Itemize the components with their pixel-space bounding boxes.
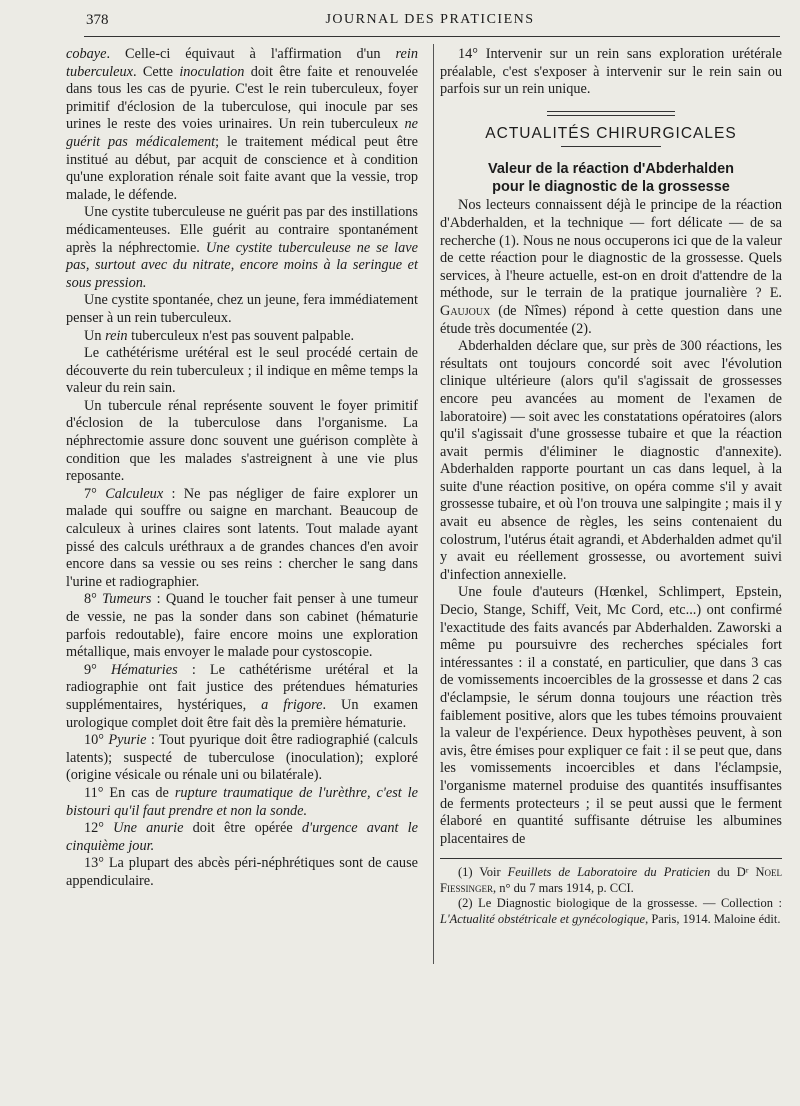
- text-run: Abderhalden déclare que, sur près de 300 réactions, les résultats ont toujours concordé soit avec l'évolution clinique ultérieure (alors qu'il s'agissait de grossesses encore peu avancées au moment de l'examen de laboratoire) — soit avec les constatations opératoires (alors qu'il s'agissait d'une grossesse tubaire et que la réaction avait permis d'éliminer le diagnostic d'annexite). Abderhalden rapporte pourtant un cas dans lequel, à la suite d'une réaction positive, on opéra comme s'il y avait grossesse tubaire, et où l'on trouva une salpingite ; mais il y avait eu absence de règles, les seins contenaient du colostrum, l'utérus était agrandi, et Abderhalden admet qu'il y avait eu réellement grossesse, ou avortement suivi d'infection annexielle.: [440, 338, 782, 583]
- paragraph: [66, 328, 418, 346]
- text-run: 10°: [84, 732, 109, 749]
- italic-text: Pyurie: [108, 732, 147, 749]
- text-run: 7°: [84, 485, 106, 502]
- paragraph: [440, 338, 782, 584]
- text-run: : Quand le toucher fait penser à une tumeur de vessie, ne pas la sonder dans son cabinet (hématurie parfois redoutable), faire encore moins une exploration métallique, mais envoyer le malade pour cystoscopie.: [66, 591, 418, 661]
- italic-text: L'Actualité obstétricale et gynécologique: [440, 911, 646, 926]
- text-run: Une cystite spontanée, chez un jeune, fera immédiatement penser à un rein tuberculeux.: [66, 292, 418, 326]
- italic-text: rupture traumatique de l'urèthre, c'est le bistouri qu'il faut prendre et non la sonde.: [66, 784, 418, 819]
- page-number: 378: [86, 12, 109, 28]
- article-title-line-2: pour le diagnostic de la grossesse: [492, 178, 730, 195]
- italic-text: a frigore: [261, 696, 323, 713]
- text-run: . Celle-ci équivaut à l'affirmation d'un: [106, 46, 396, 62]
- text-run: doit être faite et renouvelée dans tous les cas de pyurie. C'est le rein tuberculeux, foyer primitif d'éclosion de la tuberculose, qui inocule par ses urines le reste des voies urinaires. Un rein tuberculeux: [66, 63, 418, 133]
- italic-text: ne guérit pas médicalement: [66, 116, 418, 150]
- text-run: : Le cathétérisme urétéral et la radiographie ont fait justice des prétendues hématuries supplémentaires, hystériques,: [66, 661, 418, 713]
- text-run: 13° La plupart des abcès péri-néphrétiques sont de cause appendiculaire.: [66, 855, 418, 889]
- paragraph: [66, 591, 418, 661]
- paragraph: [66, 292, 418, 327]
- page-header: [80, 12, 780, 38]
- paragraph: [66, 662, 418, 732]
- italic-text: Feuillets de Laboratoire du Praticien: [507, 865, 711, 880]
- small-caps-text: Gaujoux: [440, 302, 491, 319]
- text-run: , n° du 7 mars 1914, p. CCI.: [492, 880, 634, 895]
- text-run: ; le traitement médical peut être institué au début, par acquit de conscience et à condition qu'une exploration rénale soit faite avant que la vessie, trop malade, le défende.: [66, 133, 418, 203]
- italic-text: d'urgence avant le cinquième jour.: [66, 820, 418, 854]
- section-header: [440, 111, 782, 148]
- paragraph: [66, 486, 418, 592]
- text-run: , Paris, 1914. Maloine édit.: [645, 911, 781, 926]
- left-column-paragraphs: [66, 46, 418, 891]
- italic-text: cobaye: [66, 46, 107, 62]
- text-run: 12°: [84, 820, 114, 837]
- paragraph: [440, 584, 782, 848]
- paragraph: [440, 197, 782, 338]
- paragraph: [66, 732, 418, 785]
- footnote-rule: [440, 858, 782, 859]
- running-title: JOURNAL DES PRATICIENS: [325, 12, 535, 27]
- text-run: 9°: [84, 661, 111, 678]
- article-title: [440, 161, 782, 196]
- small-caps-text: Noel Fiessinger: [440, 865, 783, 895]
- paragraph: [440, 46, 782, 99]
- text-run: du Dʳ: [710, 865, 756, 880]
- italic-text: inoculation: [179, 63, 245, 80]
- text-run: doit être opérée: [183, 820, 302, 837]
- text-run: Un tubercule rénal représente souvent le foyer primitif d'éclosion de la tuberculose dans l'organisme. La néphrectomie assure donc souvent une guérison complète à condition que les malades s'astreignent à une vie plus reposante.: [66, 397, 418, 485]
- text-run: Un: [84, 327, 106, 344]
- text-run: (2) Le Diagnostic biologique de la grossesse. — Collection :: [458, 896, 782, 911]
- paragraph: [66, 855, 418, 890]
- right-column: [440, 46, 782, 927]
- text-run: (de Nîmes) répond à cette question dans une étude très documentée (2).: [440, 302, 782, 337]
- text-run: Nos lecteurs connaissent déjà le principe de la réaction d'Abderhalden, et la technique — fort délicate — de sa recherche (1). Nous ne nous occuperons ici que de la valeur de cette réaction pour le diagnostic de la grossesse. Quels services, à l'heure actuelle, est-on en droit d'attendre de la méthode, sur le terrain de la pratique journalière ? E.: [440, 197, 782, 302]
- paragraph: [66, 46, 418, 204]
- text-run: Une cystite tuberculeuse ne guérit pas par des instillations médicamenteuses. Elle guérit au contraire spontanément après la néphrectomie.: [66, 204, 418, 256]
- italic-text: Calculeux: [105, 485, 164, 502]
- paragraph: [66, 204, 418, 292]
- paragraph: [66, 345, 418, 398]
- text-run: 14° Intervenir sur un rein sans exploration urétérale préalable, c'est s'exposer à intervenir sur le rein sain ou parfois sur un rein unique.: [440, 46, 782, 98]
- text-run: 8°: [84, 591, 103, 608]
- text-run: Une foule d'auteurs (Hœnkel, Schlimpert, Epstein, Decio, Stange, Schiff, Veit, Mc Cord, etc...) ont confirmé l'exactitude des faits avancés par Abderhalden. Zaworski a même pu poursuivre des recherches spéciales fort intéressantes : il a constaté, en particulier, que dans 3 cas de vomissements incoercibles de la grossesse et dans 2 cas d'éclampsie, le sérum donna toujours une réaction très faiblement positive, alors que les tubes témoins prouvaient la valeur de l'expérience. Deux hypothèses peuvent, à son avis, être émises pour expliquer ce fait : il se peut que, dans les vomissements incoercibles et dans l'éclampsie, l'organisme maternel produise des quantités insuffisantes de ferments protecteurs ; il se peut aussi que le ferment élaboré en quantité suffisante détruise les albumines placentaires de: [440, 584, 782, 847]
- article-title-line-1: Valeur de la réaction d'Abderhalden: [488, 161, 734, 178]
- italic-text: Tumeurs: [102, 591, 152, 608]
- header-rule: [84, 36, 780, 37]
- text-run: : Tout pyurique doit être radiographié (calculs latents); suspecté de tuberculose (inoculation); exploré (origine vésicale ou rénale uni ou bilatérale).: [66, 732, 418, 784]
- text-run: . Un examen urologique complet doit être fait dès la première hématurie.: [66, 696, 418, 731]
- text-run: Le cathétérisme urétéral est le seul procédé certain de découverte du rein tuberculeux ; il indique en même temps la valeur du rein sain.: [66, 345, 418, 397]
- italic-text: rein: [105, 327, 128, 344]
- section-rule: [561, 146, 661, 147]
- article-body: [440, 197, 782, 848]
- italic-text: Hématuries: [110, 661, 178, 678]
- double-rule-divider: [547, 111, 675, 116]
- paragraph: [440, 896, 782, 927]
- text-run: (1) Voir: [458, 865, 508, 880]
- italic-text: rein tuberculeux: [66, 46, 418, 80]
- section-heading: ACTUALITÉS CHIRURGICALES: [485, 124, 737, 142]
- text-run: . Cette: [132, 63, 180, 80]
- text-run: tuberculeux n'est pas souvent palpable.: [127, 327, 355, 344]
- paragraph: [440, 865, 782, 896]
- paragraph: [66, 785, 418, 820]
- italic-text: Une anurie: [113, 820, 184, 837]
- footnotes: [440, 865, 782, 927]
- column-divider: [433, 44, 434, 964]
- left-column: [66, 46, 418, 891]
- right-column-intro: [440, 46, 782, 99]
- paragraph: [66, 820, 418, 855]
- text-run: : Ne pas négliger de faire explorer un malade qui souffre ou saigne en marchant. Beaucoup de calculeux à urines claires sont latents. Tout malade ayant pissé des calculs uréthraux a de grandes chances d'en avoir encore dans sa vessie ou ses reins : chercher le sang dans l'urine et radiographier.: [66, 485, 418, 590]
- italic-text: Une cystite tuberculeuse ne se lave pas, surtout avec du nitrate, encore moins à la seringue et sous pression.: [66, 239, 418, 291]
- text-run: 11° En cas de: [84, 784, 175, 801]
- paragraph: [66, 398, 418, 486]
